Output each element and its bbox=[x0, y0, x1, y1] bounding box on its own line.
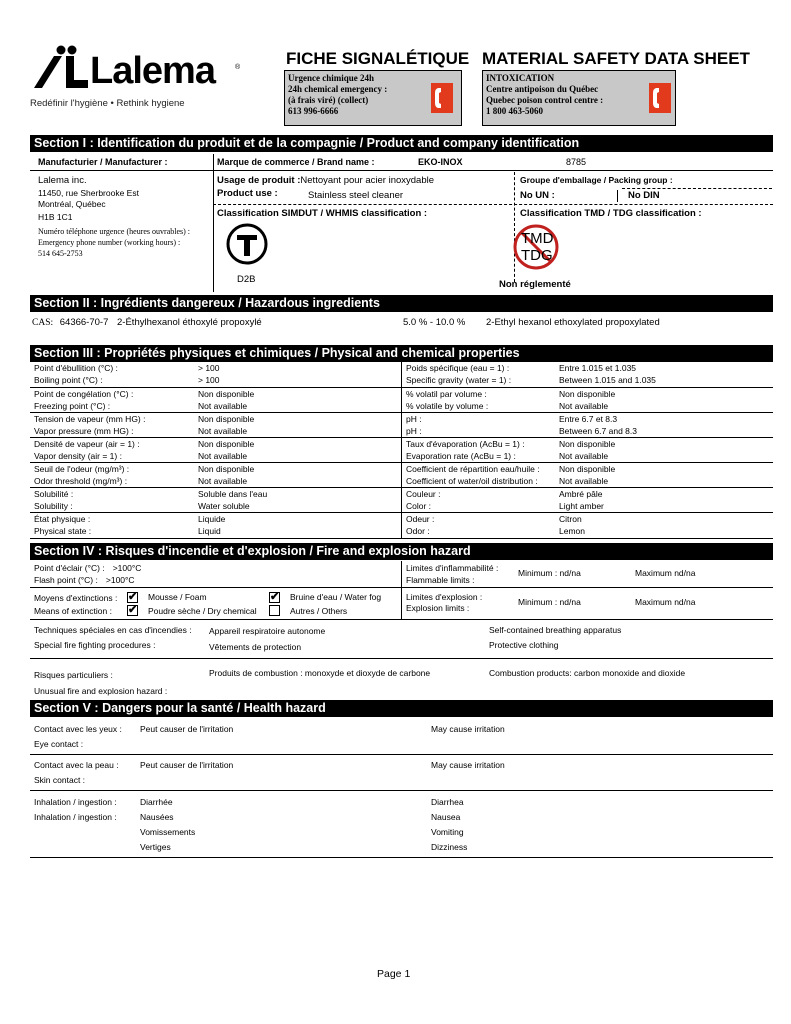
un-label: No UN : bbox=[520, 190, 555, 201]
water-fog-label: Bruine d'eau / Water fog bbox=[290, 592, 382, 602]
ingredient-concentration: 5.0 % - 10.0 % bbox=[403, 317, 466, 328]
poison-phone: 1 800 463-5060 bbox=[486, 106, 543, 116]
column-divider bbox=[401, 488, 402, 513]
poison-box bbox=[482, 70, 676, 126]
emergency-line: 24h chemical emergency : bbox=[288, 84, 388, 94]
property-label-en: Solubility : bbox=[34, 501, 73, 511]
column-divider bbox=[401, 388, 402, 413]
flammable-limits-fr: Limites d'inflammabilité : bbox=[406, 563, 499, 573]
property-value-fr: Non disponible bbox=[559, 439, 616, 449]
dry-chemical-checkbox[interactable]: ✔ bbox=[128, 604, 138, 616]
emergency-line: Urgence chimique 24h bbox=[288, 73, 374, 83]
unusual-hazard-en: Unusual fire and explosion hazard : bbox=[34, 686, 168, 696]
poison-line: INTOXICATION bbox=[486, 73, 555, 83]
symptom-en: Nausea bbox=[431, 812, 461, 822]
phone-icon bbox=[649, 83, 671, 113]
company-name: Lalema inc. bbox=[38, 175, 87, 186]
column-divider bbox=[401, 463, 402, 488]
company-address: 11450, rue Sherbrooke Est Montréal, Québec H1B 1C1 bbox=[38, 188, 139, 222]
property-label-fr: Seuil de l'odeur (mg/m³) : bbox=[34, 464, 130, 474]
tdg-value: Non réglementé bbox=[499, 279, 571, 290]
flammable-max: Maximum nd/na bbox=[635, 568, 696, 578]
eye-contact-value-en: May cause irritation bbox=[431, 724, 505, 734]
unusual-hazard-fr: Risques particuliers : bbox=[34, 670, 113, 680]
property-label-fr: % volatil par volume : bbox=[406, 389, 487, 399]
logo-symbol-icon bbox=[32, 44, 92, 90]
ingredient-name-en: 2-Ethyl hexanol ethoxylated propoxylated bbox=[486, 317, 660, 328]
product-use-value: Stainless steel cleaner bbox=[308, 190, 404, 201]
flash-point-en: Flash point (°C) : >100°C bbox=[34, 575, 135, 585]
explosion-limits-fr: Limites d'explosion : bbox=[406, 592, 483, 602]
whmis-class: D2B bbox=[237, 274, 256, 285]
emergency-phone: 613 996-6666 bbox=[288, 106, 339, 116]
eye-contact-fr: Contact avec les yeux : bbox=[34, 724, 122, 734]
extinction-fr: Moyens d'extinctions : bbox=[34, 593, 118, 603]
property-value-en: Light amber bbox=[559, 501, 604, 511]
symptom-fr: Vomissements bbox=[140, 827, 196, 837]
symptom-en: Dizziness bbox=[431, 842, 468, 852]
property-label-fr: Coefficient de répartition eau/huile : bbox=[406, 464, 540, 474]
property-label-en: Specific gravity (water = 1) : bbox=[406, 375, 512, 385]
property-label-en: Physical state : bbox=[34, 526, 92, 536]
property-row bbox=[30, 387, 773, 412]
property-value-en: Lemon bbox=[559, 526, 585, 536]
emergency-phone-note: Numéro téléphone urgence (heures ouvrables) : Emergency phone number (working hours) : 514 645-2753 bbox=[38, 227, 191, 258]
property-value-en: Between 1.015 and 1.035 bbox=[559, 375, 656, 385]
property-row bbox=[30, 462, 773, 487]
extinction-en: Means of extinction : bbox=[34, 606, 112, 616]
property-value-fr: Non disponible bbox=[559, 464, 616, 474]
tdg-symbol-icon: TMD TDG bbox=[508, 222, 564, 272]
property-label-fr: Couleur : bbox=[406, 489, 441, 499]
explosion-max: Maximum nd/na bbox=[635, 597, 696, 607]
dry-chemical-label: Poudre sèche / Dry chemical bbox=[148, 606, 257, 616]
cas-number: 64366-70-7 bbox=[59, 317, 109, 328]
eye-contact-value-fr: Peut causer de l'irritation bbox=[140, 724, 234, 734]
property-row bbox=[30, 412, 773, 437]
property-label-en: Evaporation rate (AcBu = 1) : bbox=[406, 451, 516, 461]
property-label-en: Odor threshold (mg/m³) : bbox=[34, 476, 128, 486]
phone-icon bbox=[431, 83, 453, 113]
explosion-limits-en: Explosion limits : bbox=[406, 603, 470, 613]
property-row bbox=[30, 487, 773, 512]
property-label-en: Freezing point (°C) : bbox=[34, 401, 111, 411]
property-label-fr: pH : bbox=[406, 414, 422, 424]
company-logo: Lalema ® Redéfinir l'hygiène • Rethink hygiene bbox=[28, 44, 246, 112]
section-5-header: Section V : Dangers pour la santé / Health hazard bbox=[30, 700, 773, 717]
page-number: Page 1 bbox=[377, 968, 411, 980]
logo-tagline: Redéfinir l'hygiène • Rethink hygiene bbox=[30, 98, 185, 109]
property-value-fr: Non disponible bbox=[198, 389, 255, 399]
symptom-fr: Nausées bbox=[140, 812, 174, 822]
property-row bbox=[30, 437, 773, 462]
symptom-en: Diarrhea bbox=[431, 797, 464, 807]
whmis-label: Classification SIMDUT / WHMIS classification : bbox=[217, 208, 428, 219]
property-value-fr: Citron bbox=[559, 514, 582, 524]
flash-point-fr: Point d'éclair (°C) : >100°C bbox=[34, 563, 142, 573]
property-value-en: Liquid bbox=[198, 526, 221, 536]
property-value-fr: Entre 6.7 et 8.3 bbox=[559, 414, 618, 424]
brand-label: Marque de commerce / Brand name : bbox=[217, 157, 375, 167]
combustion-products-en: Combustion products: carbon monoxide and dioxide bbox=[489, 668, 686, 678]
tdg-label: Classification TMD / TDG classification : bbox=[520, 208, 702, 219]
column-divider bbox=[401, 513, 402, 538]
properties-table bbox=[30, 362, 773, 539]
others-label: Autres / Others bbox=[290, 606, 348, 616]
property-value-en: Water soluble bbox=[198, 501, 250, 511]
property-label-fr: Poids spécifique (eau = 1) : bbox=[406, 363, 510, 373]
property-value-en: Not available bbox=[559, 401, 609, 411]
property-label-fr: État physique : bbox=[34, 514, 91, 524]
usage-label: Usage de produit : bbox=[217, 175, 301, 186]
manufacturer-label: Manufacturier / Manufacturer : bbox=[38, 157, 168, 167]
property-value-fr: Non disponible bbox=[198, 464, 255, 474]
poison-line: Centre antipoison du Québec bbox=[486, 84, 599, 94]
poison-line: Quebec poison control centre : bbox=[486, 95, 604, 105]
foam-label: Mousse / Foam bbox=[148, 592, 207, 602]
inhalation-label: Inhalation / ingestion : bbox=[34, 812, 117, 822]
water-fog-checkbox[interactable]: ✔ bbox=[270, 591, 280, 603]
special-procedures-en: Special fire fighting procedures : bbox=[34, 640, 156, 650]
flammable-limits-en: Flammable limits : bbox=[406, 575, 475, 585]
skin-contact-value-en: May cause irritation bbox=[431, 760, 505, 770]
property-label-en: Color : bbox=[406, 501, 432, 511]
property-label-fr: Point d'ébullition (°C) : bbox=[34, 363, 118, 373]
property-label-en: Coefficient of water/oil distribution : bbox=[406, 476, 538, 486]
section-2-header: Section II : Ingrédients dangereux / Hazardous ingredients bbox=[30, 295, 773, 312]
combustion-products-fr: Produits de combustion : monoxyde et dioxyde de carbone bbox=[209, 668, 431, 678]
cas-label: CAS: bbox=[32, 318, 54, 328]
property-value-fr: Liquide bbox=[198, 514, 226, 524]
property-row bbox=[30, 362, 773, 387]
title-fr: FICHE SIGNALÉTIQUE bbox=[286, 49, 470, 68]
section-3-header: Section III : Propriétés physiques et chimiques / Physical and chemical properties bbox=[30, 345, 773, 362]
product-code: 8785 bbox=[566, 157, 587, 167]
property-label-en: % volatile by volume : bbox=[406, 401, 489, 411]
property-value-en: Not available bbox=[198, 476, 248, 486]
usage-value: Nettoyant pour acier inoxydable bbox=[300, 175, 435, 186]
special-procedures-fr: Techniques spéciales en cas d'incendies : bbox=[34, 625, 192, 635]
explosion-min: Minimum : nd/na bbox=[518, 597, 581, 607]
property-row bbox=[30, 512, 773, 537]
property-value-fr: > 100 bbox=[198, 363, 220, 373]
ingredient-name-fr: 2-Éthylhexanol éthoxylé propoxylé bbox=[117, 317, 262, 328]
special-value-2-en: Protective clothing bbox=[489, 640, 559, 650]
section-4-header: Section IV : Risques d'incendie et d'explosion / Fire and explosion hazard bbox=[30, 543, 773, 560]
symptom-en: Vomiting bbox=[431, 827, 464, 837]
property-value-en: Not available bbox=[198, 451, 248, 461]
property-label-fr: Solubilité : bbox=[34, 489, 74, 499]
property-label-fr: Taux d'évaporation (AcBu = 1) : bbox=[406, 439, 525, 449]
inhalation-label: Inhalation / ingestion : bbox=[34, 797, 117, 807]
symptom-fr: Diarrhée bbox=[140, 797, 173, 807]
emergency-line: (à frais viré) (collect) bbox=[288, 95, 369, 105]
property-value-fr: Non disponible bbox=[198, 439, 255, 449]
packing-group-label: Groupe d'emballage / Packing group : bbox=[520, 175, 673, 185]
foam-checkbox[interactable]: ✔ bbox=[128, 591, 138, 603]
eye-contact-en: Eye contact : bbox=[34, 739, 84, 749]
property-label-fr: Point de congélation (°C) : bbox=[34, 389, 134, 399]
din-label: No DIN bbox=[628, 190, 660, 201]
whmis-d2b-symbol-icon bbox=[225, 222, 269, 266]
emergency-box bbox=[284, 70, 462, 126]
others-checkbox[interactable] bbox=[269, 605, 280, 616]
property-value-en: Not available bbox=[559, 476, 609, 486]
property-label-fr: Densité de vapeur (air = 1) : bbox=[34, 439, 140, 449]
flammable-min: Minimum : nd/na bbox=[518, 568, 581, 578]
property-label-en: Vapor density (air = 1) : bbox=[34, 451, 122, 461]
property-label-en: Odor : bbox=[406, 526, 430, 536]
property-label-en: pH : bbox=[406, 426, 422, 436]
special-value-1-fr: Appareil respiratoire autonome bbox=[209, 626, 326, 636]
skin-contact-en: Skin contact : bbox=[34, 775, 86, 785]
column-divider bbox=[401, 413, 402, 438]
special-value-2-fr: Vêtements de protection bbox=[209, 642, 302, 652]
symptom-fr: Vertiges bbox=[140, 842, 171, 852]
brand-value: EKO-INOX bbox=[418, 157, 463, 167]
property-value-fr: Entre 1.015 et 1.035 bbox=[559, 363, 637, 373]
property-label-fr: Odeur : bbox=[406, 514, 435, 524]
property-value-en: Between 6.7 and 8.3 bbox=[559, 426, 637, 436]
property-label-en: Boiling point (°C) : bbox=[34, 375, 103, 385]
property-value-fr: Non disponible bbox=[198, 414, 255, 424]
property-value-en: Not available bbox=[559, 451, 609, 461]
property-value-en: > 100 bbox=[198, 375, 220, 385]
column-divider bbox=[401, 362, 402, 387]
property-value-fr: Non disponible bbox=[559, 389, 616, 399]
property-value-fr: Soluble dans l'eau bbox=[198, 489, 268, 499]
title-en: MATERIAL SAFETY DATA SHEET bbox=[482, 49, 750, 68]
property-value-en: Not available bbox=[198, 401, 248, 411]
property-value-fr: Ambré pâle bbox=[559, 489, 603, 499]
skin-contact-value-fr: Peut causer de l'irritation bbox=[140, 760, 234, 770]
column-divider bbox=[401, 438, 402, 463]
property-label-en: Vapor pressure (mm HG) : bbox=[34, 426, 134, 436]
skin-contact-fr: Contact avec la peau : bbox=[34, 760, 119, 770]
product-use-label: Product use : bbox=[217, 188, 278, 199]
property-label-fr: Tension de vapeur (mm HG) : bbox=[34, 414, 146, 424]
section-1-header: Section I : Identification du produit et de la compagnie / Product and company identification bbox=[30, 135, 773, 152]
logo-wordmark: Lalema bbox=[90, 50, 215, 92]
property-value-en: Not available bbox=[198, 426, 248, 436]
special-value-1-en: Self-contained breathing apparatus bbox=[489, 625, 622, 635]
